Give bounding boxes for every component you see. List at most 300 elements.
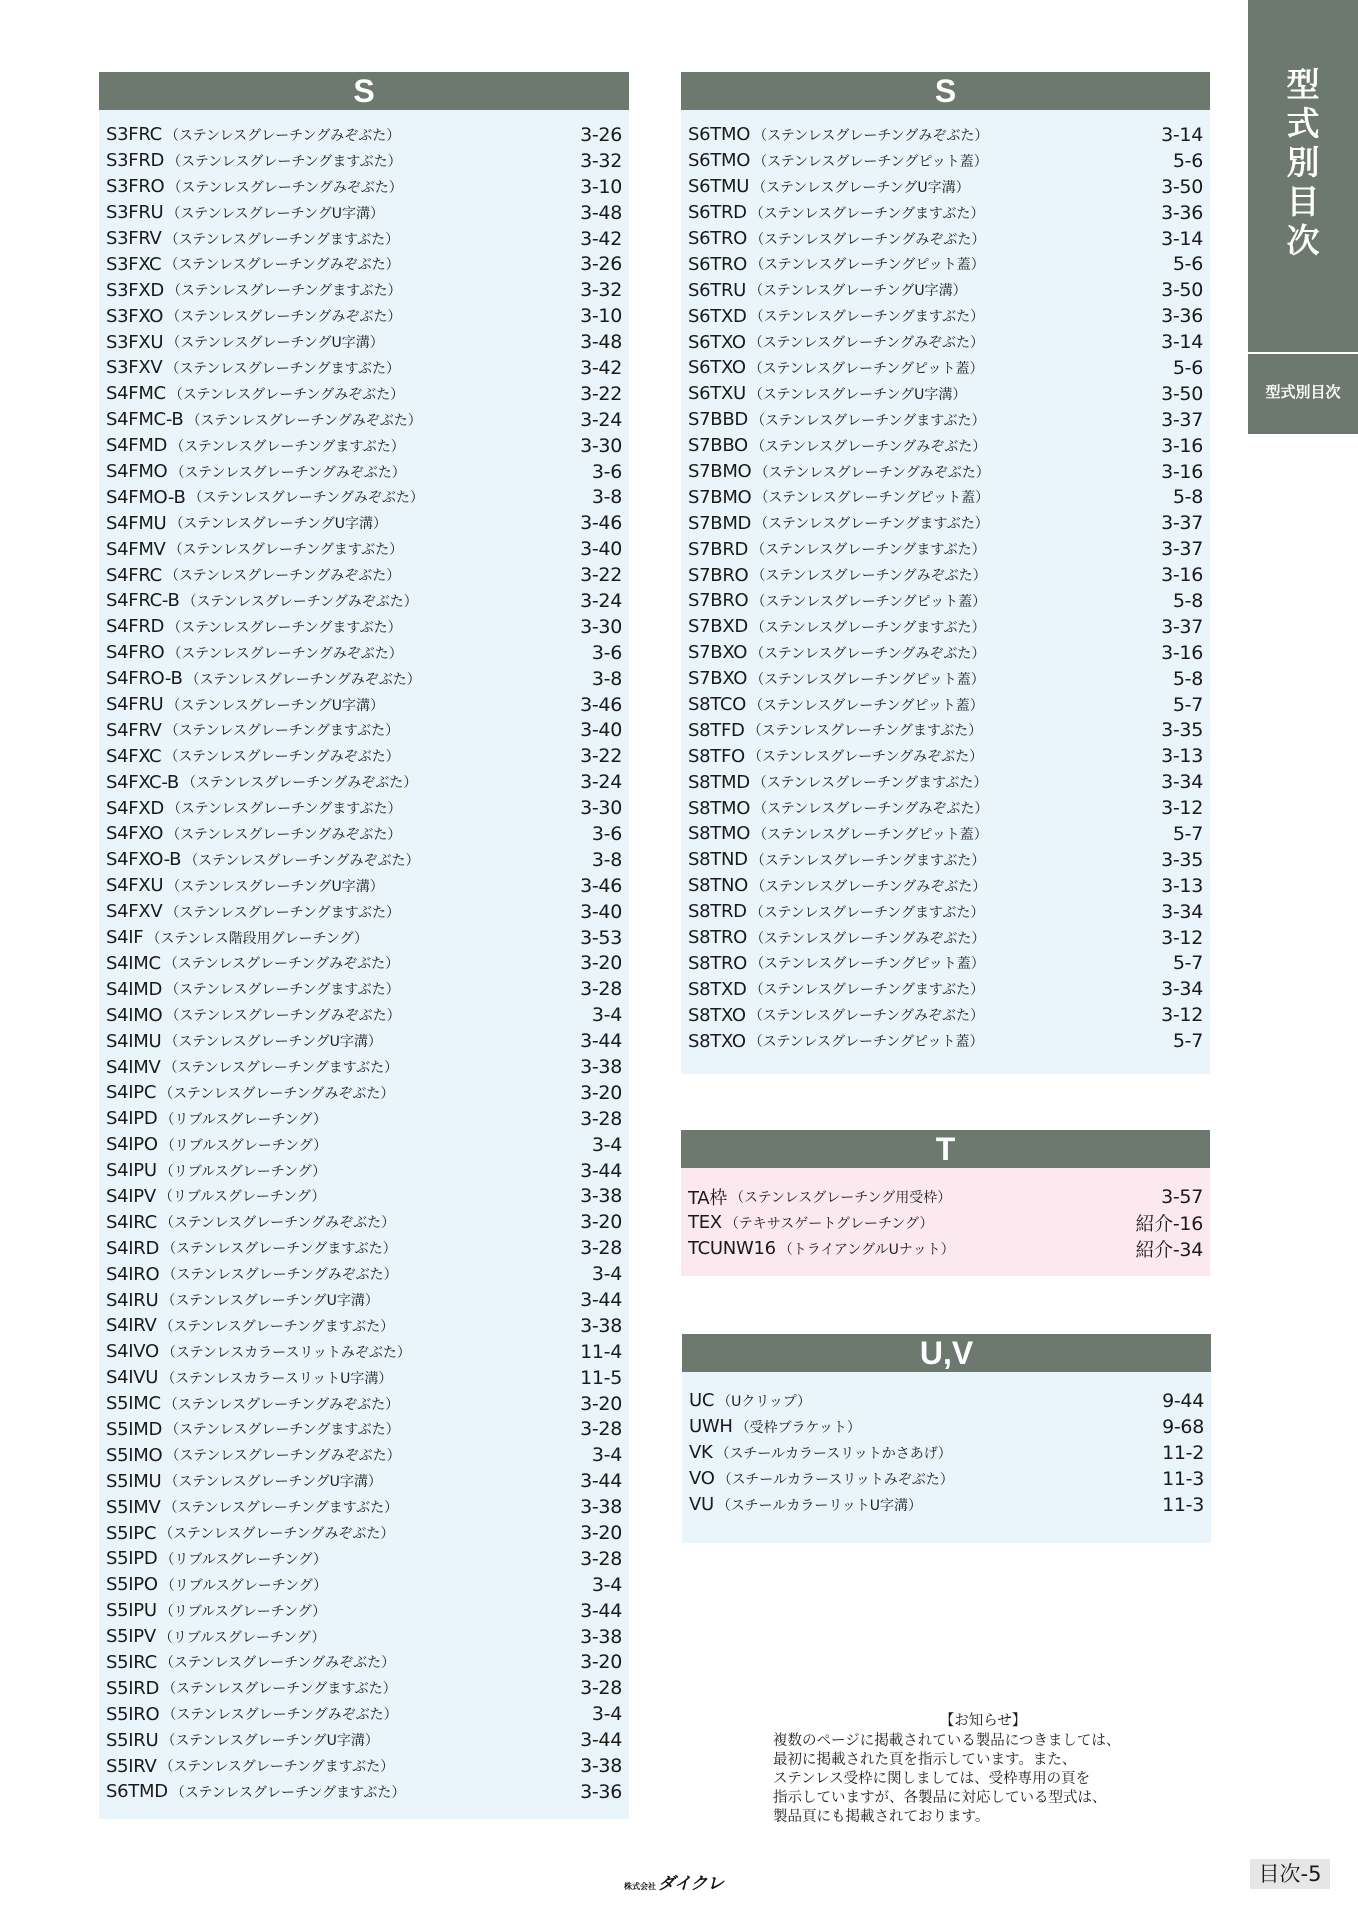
page-reference: 3-36 [580,1780,622,1803]
product-description: （ステンレスグレーチングピット蓋） [750,671,985,688]
index-row[interactable] [106,614,622,640]
index-section-uv [682,1334,1211,1543]
model-code: S3FXV [106,357,163,379]
index-row[interactable] [688,666,1203,692]
product-description: （ステンレスグレーチングみぞぶた） [751,568,987,585]
model-code: S7BRO [688,590,749,612]
index-row[interactable] [106,1080,622,1106]
index-row[interactable] [106,1442,622,1468]
model-code: S4IPO [106,1134,158,1156]
model-code: S4FRU [106,694,164,716]
index-row[interactable] [106,251,622,277]
product-description: （ステンレスグレーチングますぶた） [163,1500,399,1517]
model-code: S4FMC [106,383,166,405]
index-row[interactable] [106,1391,622,1417]
index-row[interactable] [106,1158,622,1184]
model-code: S6TRU [688,279,747,301]
notice-line: 指示していますが、各製品に対応している型式は、 [773,1790,1107,1806]
product-description: （ステンレスグレーチングますぶた） [162,1241,397,1258]
page-reference: 3-42 [580,356,622,379]
model-code: S7BXO [688,668,748,690]
product-description: （ステンレスカラースリットみぞぶた） [161,1344,411,1361]
index-row[interactable] [106,1287,622,1313]
page-reference: 5-7 [1172,822,1203,845]
product-description: （ステンレスグレーチングますぶた） [166,801,402,818]
index-row[interactable] [688,614,1203,640]
model-code: UC [689,1390,715,1412]
index-row[interactable] [106,769,622,795]
model-code: S4IPC [106,1082,157,1104]
page-reference: 3-22 [580,382,622,405]
index-row[interactable] [106,1468,622,1494]
model-code: S4FXC-B [106,771,179,793]
model-code: S3FRO [106,176,165,198]
index-row[interactable] [106,640,622,666]
model-code: S6TMD [106,1781,168,1803]
index-row[interactable] [106,1365,622,1391]
index-row[interactable] [106,536,622,562]
index-row[interactable] [106,1520,622,1546]
product-description: （ステンレスグレーチングU字溝） [161,1733,379,1750]
model-code: S4IF [106,927,144,949]
index-row[interactable] [106,433,622,459]
index-row[interactable] [688,588,1203,614]
index-row[interactable] [106,407,622,433]
index-row[interactable] [688,303,1203,329]
index-row[interactable] [106,873,622,899]
index-row[interactable] [688,795,1203,821]
section-list [681,110,1210,1074]
index-row[interactable] [106,381,622,407]
index-row[interactable] [106,976,622,1002]
product-description: （ステンレスグレーチングますぶた） [167,153,402,170]
index-row[interactable] [106,847,622,873]
side-tab-title [1248,65,1358,260]
section-header: T [681,1130,1210,1168]
model-code: S4FMU [106,512,167,534]
index-row[interactable] [106,795,622,821]
page-reference: 5-8 [1172,486,1203,509]
product-description: （ステンレスグレーチングますぶた） [159,1759,395,1776]
model-code: S8TRO [688,927,748,949]
page-reference: 3-42 [580,227,622,250]
index-row[interactable] [106,1417,622,1443]
page-reference: 3-40 [580,538,622,561]
index-row[interactable] [688,562,1203,588]
index-row[interactable] [688,174,1203,200]
index-row[interactable] [106,1753,622,1779]
index-row[interactable] [688,743,1203,769]
index-row[interactable] [106,1650,622,1676]
page-reference: 3-13 [1161,745,1203,768]
page-reference: 3-10 [580,305,622,328]
side-tab-divider [1248,352,1358,354]
page-reference: 3-16 [1161,564,1203,587]
page-reference: 3-57 [1161,1185,1203,1208]
index-row[interactable] [688,899,1203,925]
model-code: S6TRD [688,202,747,224]
product-description: （ステンレスグレーチングみぞぶた） [748,335,985,352]
model-code: S3FXO [106,305,164,327]
page-reference: 3-36 [1161,201,1203,224]
index-row[interactable] [688,148,1203,174]
product-description: （ステンレスグレーチングU字溝） [166,205,384,222]
page-reference: 3-20 [580,1392,622,1415]
product-description: （ステンレスグレーチングみぞぶた） [168,386,405,403]
model-code: VO [689,1468,715,1490]
model-code: S4FRC-B [106,590,180,612]
page-reference: 3-37 [1161,512,1203,535]
product-description: （リブルスグレーチング） [158,1189,326,1206]
page-reference: 紹介-16 [1135,1213,1203,1236]
model-code: S8TFO [688,745,745,767]
index-row[interactable] [688,226,1203,252]
model-code: S5IMC [106,1393,161,1415]
product-description: （リブルスグレーチング） [160,1551,327,1568]
page-reference: 3-4 [591,1444,622,1467]
index-row[interactable] [106,821,622,847]
index-row[interactable] [688,873,1203,899]
index-row[interactable] [688,381,1203,407]
index-row[interactable] [688,951,1203,977]
product-description: （ステンレスグレーチングますぶた） [165,1422,400,1439]
page-reference: 3-14 [1161,227,1203,250]
product-description: （ステンレス階段用グレーチング） [146,930,369,947]
index-row[interactable] [688,459,1203,485]
page-reference: 5-6 [1172,253,1203,276]
index-row[interactable] [106,692,622,718]
page-reference: 3-28 [580,1107,622,1130]
model-code: S4FRC [106,564,162,586]
model-code: S6TMO [688,124,751,146]
product-description: （ステンレスグレーチングU字溝） [164,1474,382,1491]
page-reference: 3-20 [580,952,622,975]
index-row[interactable] [106,174,622,200]
page-reference: 3-37 [1161,538,1203,561]
page-reference: 3-44 [580,1599,622,1622]
notice-box [773,1712,1193,1827]
model-code: S4IRO [106,1263,160,1285]
page-reference: 3-12 [1161,926,1203,949]
model-code: S8TCO [688,694,747,716]
page-reference: 3-53 [580,926,622,949]
model-code: S4IPV [106,1185,156,1207]
page-reference: 3-16 [1161,434,1203,457]
product-description: （ステンレスグレーチングみぞぶた） [167,645,403,662]
index-row[interactable] [106,562,622,588]
page-reference: 3-44 [580,1729,622,1752]
section-list [99,110,629,1819]
index-row[interactable] [688,717,1203,743]
index-row[interactable] [688,251,1203,277]
index-row[interactable] [688,1210,1203,1236]
index-row[interactable] [106,1339,622,1365]
product-description: （ステンレスグレーチングみぞぶた） [186,412,422,429]
side-tab-title-char: 目 [1286,182,1320,221]
index-row[interactable] [688,976,1203,1002]
product-description: （ステンレスグレーチングみぞぶた） [164,568,401,585]
page-reference: 5-7 [1172,1030,1203,1053]
index-row[interactable] [689,1492,1204,1518]
index-row[interactable] [106,717,622,743]
index-row[interactable] [106,1779,622,1805]
model-code: S3FRV [106,228,162,249]
page-reference: 3-28 [580,1547,622,1570]
index-row[interactable] [688,769,1203,795]
page-reference: 3-46 [580,693,622,716]
model-code: S4FMV [106,538,166,560]
index-row[interactable] [688,355,1203,381]
model-code: TEX [688,1212,722,1234]
page-reference: 3-44 [580,1030,622,1053]
page-reference: 3-4 [591,1004,622,1027]
side-tab-label: 型式別目次 [1265,383,1341,401]
index-row[interactable] [689,1414,1204,1440]
model-code: S8TMD [688,771,750,793]
index-row[interactable] [688,692,1203,718]
page-reference: 3-28 [580,978,622,1001]
page-reference: 5-8 [1172,667,1203,690]
model-code: S7BBD [688,409,748,431]
index-row[interactable] [106,743,622,769]
index-row[interactable] [688,925,1203,951]
index-row[interactable] [106,1235,622,1261]
model-code: S4IRV [106,1315,157,1337]
page-reference: 3-6 [591,460,622,483]
model-code: S5IMO [106,1444,163,1466]
index-row[interactable] [688,329,1203,355]
model-code: S4FRO-B [106,668,183,690]
section-list [681,1168,1210,1276]
model-code: S4IVU [106,1367,159,1389]
page-reference: 3-37 [1161,615,1203,638]
index-row[interactable] [688,1184,1203,1210]
index-row[interactable] [688,1236,1203,1262]
index-row[interactable] [688,484,1203,510]
product-description: （ステンレスグレーチングますぶた） [165,360,400,377]
product-description: （ステンレスグレーチングみぞぶた） [166,826,402,843]
index-row[interactable] [106,303,622,329]
page-reference: 3-44 [580,1289,622,1312]
index-row[interactable] [688,407,1203,433]
section-header: S [99,72,629,110]
page-reference: 3-46 [580,874,622,897]
index-row[interactable] [106,1624,622,1650]
product-description: （ステンレスグレーチングピット蓋） [748,1034,984,1051]
product-description: （ステンレスグレーチングますぶた） [750,412,986,429]
side-index-tab[interactable] [1248,0,1358,434]
side-tab-title-char: 別 [1286,143,1320,182]
page-reference: 3-30 [580,615,622,638]
index-row[interactable] [688,200,1203,226]
index-row[interactable] [106,1598,622,1624]
model-code: S8TFD [688,719,745,741]
notice-line: ステンレス受枠に関しましては、受枠専用の頁を [773,1771,1091,1787]
index-row[interactable] [106,1054,622,1080]
index-row[interactable] [106,1572,622,1598]
product-description: （ステンレスグレーチングみぞぶた） [750,645,986,662]
page-reference: 3-48 [580,331,622,354]
model-code: S4FMD [106,435,168,457]
product-description: （ステンレスグレーチングみぞぶた） [159,1655,396,1672]
page-reference: 11-5 [580,1366,622,1389]
index-row[interactable] [106,588,622,614]
index-row[interactable] [106,899,622,925]
model-code: S5IPC [106,1522,157,1544]
model-code: S5IPD [106,1548,158,1570]
product-description: （スチールカラーリットU字溝） [716,1497,923,1514]
page-reference: 3-50 [1161,279,1203,302]
product-description: （ステンレスグレーチングピット蓋） [749,697,984,714]
model-code: S6TMO [688,150,751,172]
index-row[interactable] [106,925,622,951]
index-row[interactable] [106,1028,622,1054]
page-reference: 3-37 [1161,408,1203,431]
index-row[interactable] [106,1106,622,1132]
index-row[interactable] [688,536,1203,562]
notice-line: 複数のページに掲載されている製品につきましては、 [773,1733,1121,1749]
model-code: S8TNO [688,875,749,897]
page-reference: 3-36 [1161,305,1203,328]
product-description: （ステンレスグレーチングますぶた） [159,1318,395,1335]
page-reference: 9-68 [1162,1415,1204,1438]
index-row[interactable] [106,1184,622,1210]
model-code: S7BRD [688,538,749,560]
index-row[interactable] [106,459,622,485]
page-reference: 5-8 [1172,589,1203,612]
model-code: S5IPU [106,1600,157,1622]
index-row[interactable] [106,148,622,174]
page-number: 目次-5 [1250,1859,1330,1889]
model-code: S7BMO [688,486,752,508]
index-row[interactable] [106,200,622,226]
model-code: S8TXD [688,978,747,1000]
index-row[interactable] [106,1132,622,1158]
page-reference: 5-7 [1172,952,1203,975]
model-code: S7BXD [688,616,748,638]
index-row[interactable] [688,433,1203,459]
product-description: （リブルスグレーチング） [160,1577,328,1594]
product-description: （ステンレスグレーチングますぶた） [749,904,985,921]
model-code: S4IMD [106,978,163,1000]
model-code: S8TMO [688,797,751,819]
product-description: （ステンレスグレーチングみぞぶた） [185,671,421,688]
product-description: （ステンレスグレーチングみぞぶた） [163,956,400,973]
page-reference: 3-40 [580,900,622,923]
index-row[interactable] [106,226,622,252]
index-row[interactable] [688,847,1203,873]
page-reference: 3-28 [580,1418,622,1441]
index-row[interactable] [106,666,622,692]
product-description: （ステンレスグレーチングみぞぶた） [162,1707,398,1724]
product-description: （ステンレスグレーチングますぶた） [754,516,989,533]
page-reference: 3-26 [580,253,622,276]
product-description: （ステンレスグレーチングU字溝） [166,335,384,352]
page-reference: 3-24 [580,771,622,794]
index-row[interactable] [106,1313,622,1339]
index-row[interactable] [688,510,1203,536]
index-row[interactable] [106,1494,622,1520]
index-section-s-right [681,72,1210,1074]
index-row[interactable] [106,1675,622,1701]
product-description: （ステンレスグレーチングU字溝） [752,179,970,196]
model-code: S4IRC [106,1211,157,1233]
page-reference: 3-20 [580,1522,622,1545]
index-row[interactable] [689,1388,1204,1414]
index-row[interactable] [688,122,1203,148]
company-logo [624,1869,724,1894]
index-row[interactable] [106,484,622,510]
page-reference: 3-6 [591,822,622,845]
product-description: （リブルスグレーチング） [159,1603,327,1620]
index-section-t [681,1130,1210,1276]
index-row[interactable] [688,640,1203,666]
page-reference: 3-12 [1161,797,1203,820]
index-row[interactable] [689,1440,1204,1466]
index-row[interactable] [106,122,622,148]
page-reference: 3-35 [1161,848,1203,871]
model-code: S7BRO [688,564,749,586]
model-code: S3FRC [106,124,162,146]
index-row[interactable] [688,821,1203,847]
index-row[interactable] [688,1002,1203,1028]
product-description: （ステンレスグレーチングますぶた） [749,982,985,999]
page-reference: 3-35 [1161,719,1203,742]
model-code: S5IPO [106,1574,158,1596]
page-reference: 3-46 [580,512,622,535]
index-row[interactable] [106,1701,622,1727]
index-row[interactable] [106,510,622,536]
page-reference: 3-10 [580,175,622,198]
product-description: （ステンレスグレーチングみぞぶた） [159,1085,395,1102]
index-row[interactable] [106,1261,622,1287]
product-description: （ステンレスグレーチングますぶた） [752,775,988,792]
index-row[interactable] [106,355,622,381]
index-row[interactable] [106,1002,622,1028]
section-header: S [681,72,1210,110]
index-row[interactable] [106,1546,622,1572]
product-description: （ステンレスグレーチングピット蓋） [751,593,987,610]
page-reference: 3-6 [591,641,622,664]
model-code: S4IMV [106,1056,161,1078]
product-description: （ステンレスグレーチングみぞぶた） [182,593,418,610]
index-row[interactable] [106,277,622,303]
index-row[interactable] [106,329,622,355]
page-reference: 3-8 [591,486,622,509]
page-reference: 3-50 [1161,382,1203,405]
product-description: （ステンレスグレーチングますぶた） [164,723,400,740]
product-description: （ステンレスグレーチングピット蓋） [750,956,985,973]
page-reference: 3-38 [580,1185,622,1208]
index-row[interactable] [688,277,1203,303]
index-row[interactable] [689,1466,1204,1492]
model-code: S5IMD [106,1418,163,1440]
page-reference: 3-48 [580,201,622,224]
product-description: （リブルスグレーチング） [159,1163,327,1180]
index-row[interactable] [106,1209,622,1235]
model-code: UWH [689,1416,733,1438]
product-description: （ステンレスグレーチングますぶた） [749,309,985,326]
model-code: S5IMU [106,1470,162,1492]
product-description: （ステンレスグレーチングピット蓋） [753,153,988,170]
product-description: （ステンレスグレーチングみぞぶた） [165,1008,401,1025]
index-row[interactable] [688,1028,1203,1054]
model-code: TCUNW16 [688,1238,776,1260]
model-code: S6TXO [688,357,746,379]
product-description: （ステンレスグレーチングみぞぶた） [162,1267,398,1284]
index-row[interactable] [106,1727,622,1753]
index-row[interactable] [106,951,622,977]
